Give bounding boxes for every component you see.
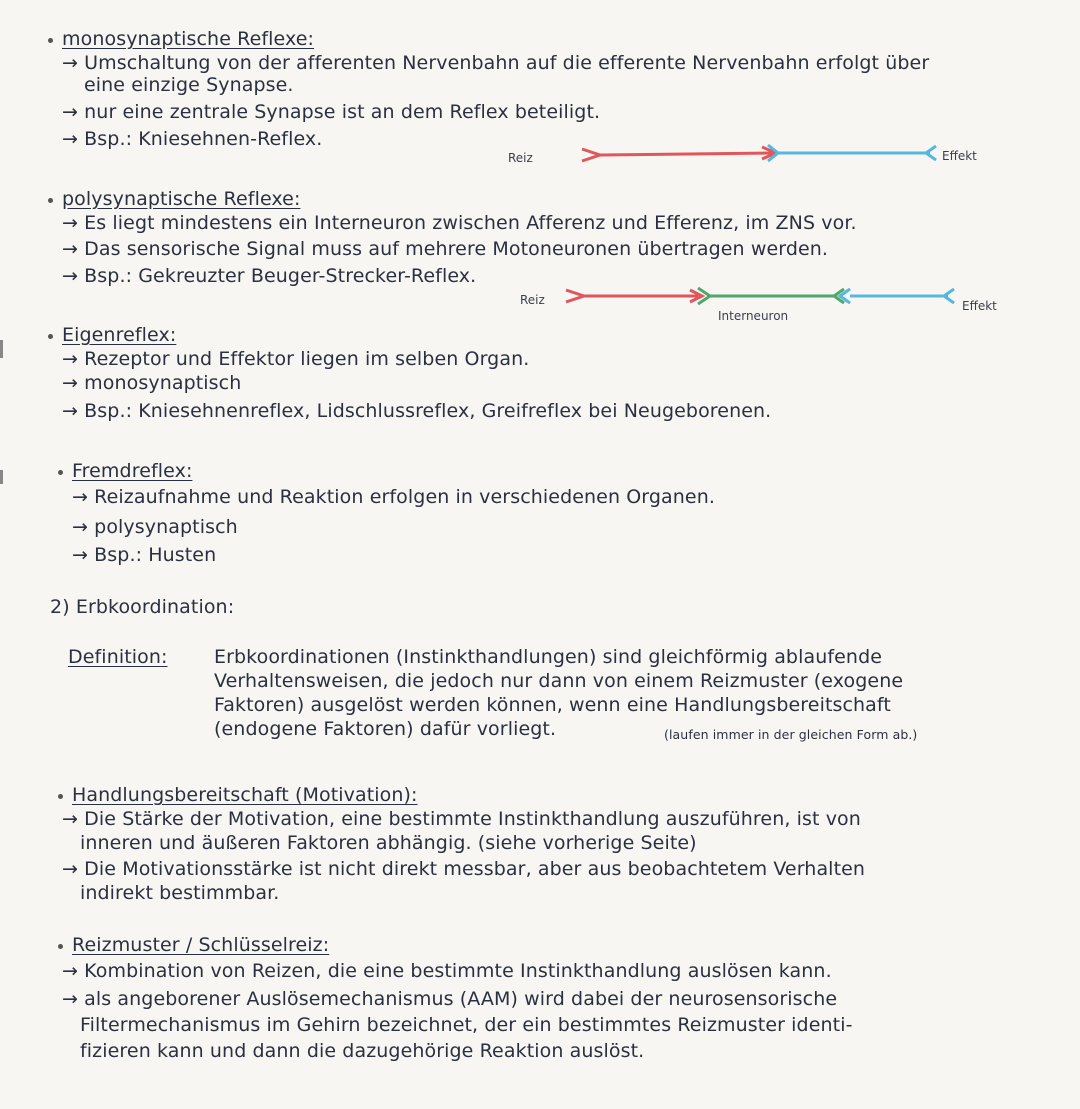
section-heading-reizmuster: Reizmuster / Schlüsselreiz: <box>72 934 330 956</box>
text-line: → Das sensorische Signal muss auf mehrere Motoneuronen übertragen werden. <box>62 238 829 260</box>
definition-line: Erbkoordinationen (Instinkthandlungen) sind gleichförmig ablaufende <box>214 646 883 668</box>
definition-line: (endogene Faktoren) dafür vorliegt. <box>214 718 557 740</box>
text-line: → Bsp.: Husten <box>72 544 217 566</box>
text-line: → Rezeptor und Effektor liegen im selben Organ. <box>62 348 530 370</box>
bullet-dot <box>48 38 53 43</box>
section-heading-handlungsbereitschaft: Handlungsbereitschaft (Motivation): <box>72 784 418 806</box>
definition-label: Definition: <box>68 646 168 668</box>
text-line: → Bsp.: Kniesehnenreflex, Lidschlussreflex, Greifreflex bei Neugeborenen. <box>62 400 772 422</box>
text-line: → Die Stärke der Motivation, eine bestimmte Instinkthandlung auszuführen, ist von <box>62 808 861 830</box>
text-line: eine einzige Synapse. <box>84 74 294 96</box>
diagram-label-reiz: Reiz <box>508 151 533 165</box>
text-line: → nur eine zentrale Synapse ist an dem Reflex beteiligt. <box>62 101 601 123</box>
text-line: indirekt bestimmbar. <box>80 882 280 904</box>
text-line: fizieren kann und dann die dazugehörige Reaktion auslöst. <box>80 1040 645 1062</box>
bullet-dot <box>58 944 63 949</box>
text-line: Filtermechanismus im Gehirn bezeichnet, der ein bestimmtes Reizmuster identi- <box>80 1014 853 1036</box>
section-heading-eigenreflex: Eigenreflex: <box>62 324 177 346</box>
effector-mark <box>926 146 936 160</box>
definition-line: Verhaltensweisen, die jedoch nur dann von einem Reizmuster (exogene <box>214 670 904 692</box>
text-line: → Kombination von Reizen, die eine bestimmte Instinkthandlung auslösen kann. <box>62 960 832 982</box>
section-heading-fremdreflex: Fremdreflex: <box>72 460 193 482</box>
margin-mark <box>0 470 3 484</box>
margin-mark <box>0 340 3 358</box>
bullet-dot <box>48 198 53 203</box>
monosynaptic-reflex-diagram <box>500 138 1030 178</box>
text-line: inneren und äußeren Faktoren abhängig. (siehe vorherige Seite) <box>80 832 697 854</box>
section-heading-polysynaptic: polysynaptische Reflexe: <box>62 188 301 210</box>
diagram-label-effekt: Effekt <box>962 299 997 313</box>
polysynaptic-reflex-diagram <box>500 284 1040 324</box>
section-heading-monosynaptic: monosynaptische Reflexe: <box>62 28 315 50</box>
definition-note: (laufen immer in der gleichen Form ab.) <box>664 727 918 742</box>
text-line: → Die Motivationsstärke ist nicht direkt messbar, aber aus beobachtetem Verhalten <box>62 858 866 880</box>
text-line: → Es liegt mindestens ein Interneuron zwischen Afferenz und Efferenz, im ZNS vor. <box>62 212 857 234</box>
text-line: → Bsp.: Kniesehnen-Reflex. <box>62 128 323 150</box>
diagram-label-interneuron: Interneuron <box>718 309 789 323</box>
text-line: → Umschaltung von der afferenten Nervenbahn auf die efferente Nervenbahn erfolgt über <box>62 52 930 74</box>
diagram-label-reiz: Reiz <box>520 293 545 307</box>
text-line: → polysynaptisch <box>72 516 238 538</box>
afferent-line <box>600 153 772 155</box>
text-line: → monosynaptisch <box>62 372 242 394</box>
definition-line: Faktoren) ausgelöst werden können, wenn eine Handlungsbereitschaft <box>214 694 891 716</box>
diagram-label-effekt: Effekt <box>942 149 977 163</box>
text-line: → Reizaufnahme und Reaktion erfolgen in verschiedenen Organen. <box>72 486 715 508</box>
text-line: → Bsp.: Gekreuzter Beuger-Strecker-Reflex. <box>62 265 477 287</box>
bullet-dot <box>58 794 63 799</box>
section-heading-erbkoordination: 2) Erbkoordination: <box>50 596 235 618</box>
receptor-mark <box>582 149 600 161</box>
text-line: → als angeborener Auslösemechanismus (AAM) wird dabei der neurosensorische <box>62 988 838 1010</box>
bullet-dot <box>58 470 63 475</box>
bullet-dot <box>48 334 53 339</box>
